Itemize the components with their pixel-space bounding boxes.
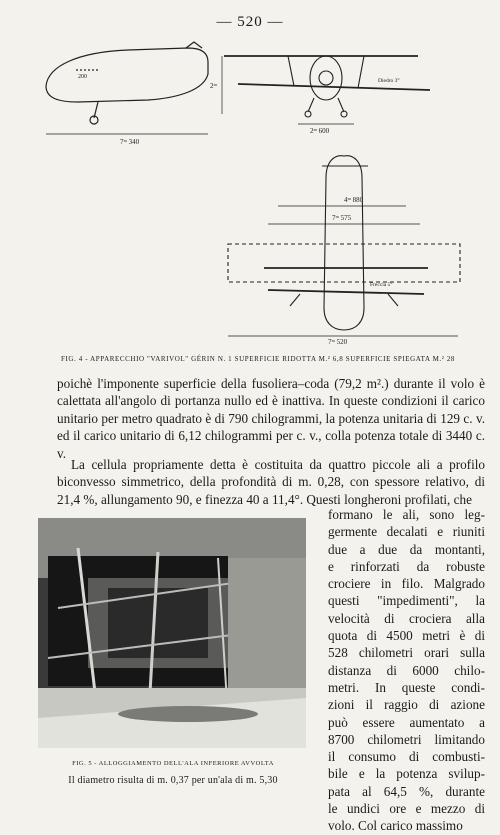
plan-lower-wing [268, 290, 424, 294]
side-line: quota di 4500 metri è di [328, 628, 485, 644]
side-line: zioni il raggio di azione [328, 697, 485, 713]
plan-brace-left [290, 294, 300, 306]
side-line: formano le ali, sono leg- [328, 507, 485, 522]
side-line: può essere aumentato a [328, 714, 485, 730]
side-line: il consumo di combusti- [328, 749, 485, 765]
side-line: due a due da montanti, [328, 541, 485, 557]
side-line: bile e la potenza svilup- [328, 766, 485, 782]
front-view-width-label: 2ᵐ 600 [310, 127, 330, 135]
plan-flap-label: Freccia 5° [370, 282, 393, 288]
front-strut-right [358, 56, 364, 88]
side-line: questi "impedimenti", la [328, 593, 485, 609]
front-gear-right [338, 98, 344, 112]
front-fuselage [310, 56, 342, 100]
aircraft-three-view-drawing [38, 38, 474, 350]
side-line: pata al 64,5 %, durante [328, 783, 485, 799]
plan-span-large: 7ᵐ 575 [332, 214, 352, 222]
side-view-fin [186, 42, 202, 48]
side-line: le undici ore e mezzo di [328, 801, 485, 817]
side-line: crociere in filo. Malgrado [328, 576, 485, 592]
front-propeller-hub [319, 71, 333, 85]
figure-5-caption: FIG. 5 - ALLOGGIAMENTO DELL'ALA INFERIORE AVVOLTA [72, 760, 274, 767]
figure-5-photo [38, 518, 306, 748]
front-view-height-label: 2ᵐ [210, 82, 217, 90]
side-column-text [328, 506, 485, 835]
plan-length: 7ᵐ 520 [328, 338, 348, 346]
paragraph-text: poichè l'imponente superficie della fusoliera–coda (79,2 m².) durante il volo è calettata all'angolo di portanza nullo ed è inattiva. In queste condizioni il carico unitario per metro quadrato è di 790 chilogrammi, la potenza unitaria di 129 c. v. ed il carico unitario di 6,12 chilogrammi per c. v., colla potenza totale di 3440 c. v. [57, 376, 485, 461]
side-line: 8700 chilometri limitando [328, 731, 485, 747]
body-paragraph-2 [57, 456, 485, 508]
front-lower-wing [238, 84, 430, 90]
side-view-dim-200: 200 [78, 74, 87, 80]
front-view [222, 56, 430, 124]
paragraph-text: La cellula propriamente detta è costituita da quattro piccole ali a profilo biconvesso simmetrico, della profondità di m. 0,28, con spessore relativo, di 21,4 %, allungamento 90, e finezza 40 a 11,4°. Questi longheroni profilati, che [57, 457, 485, 507]
page-number: — 520 — [216, 14, 284, 30]
side-line: 528 chilometri orari sulla [328, 645, 485, 661]
wing-housing-photograph [38, 518, 306, 748]
side-line: e rinforzati da robuste [328, 558, 485, 574]
figure-4-caption: FIG. 4 - APPARECCHIO "VARIVOL" GÉRIN N. 1 SUPERFICIE RIDOTTA M.² 6,8 SUPERFICIE SPIEGATA M.² 28 [60, 355, 456, 363]
plan-extended-wing [228, 244, 460, 282]
plan-brace-right [388, 294, 398, 306]
side-line: distanza di 6000 chilo- [328, 662, 485, 678]
body-paragraph-1 [57, 375, 485, 462]
side-view-length-label: 7ᵐ 340 [120, 138, 140, 146]
side-view-fuselage [46, 48, 208, 102]
figure-5-subcaption: Il diametro risulta di m. 0,37 per un'ala di m. 5,30 [68, 775, 278, 786]
side-line: germente decalati e riuniti [328, 524, 485, 540]
plan-view-fuselage [324, 156, 364, 330]
side-line: metri. In queste condi- [328, 679, 485, 695]
side-line: volo. Col carico massimo [328, 818, 463, 834]
figure-4-drawings [38, 38, 474, 350]
front-strut-left [288, 56, 294, 86]
front-gear-left [308, 98, 314, 112]
side-line: velocità di crociera alla [328, 610, 485, 626]
plan-span-small: 4ᵐ 880 [344, 196, 364, 204]
front-view-angle-label: Diedro 3° [378, 78, 400, 84]
side-view [46, 42, 208, 134]
plan-view [228, 156, 460, 336]
